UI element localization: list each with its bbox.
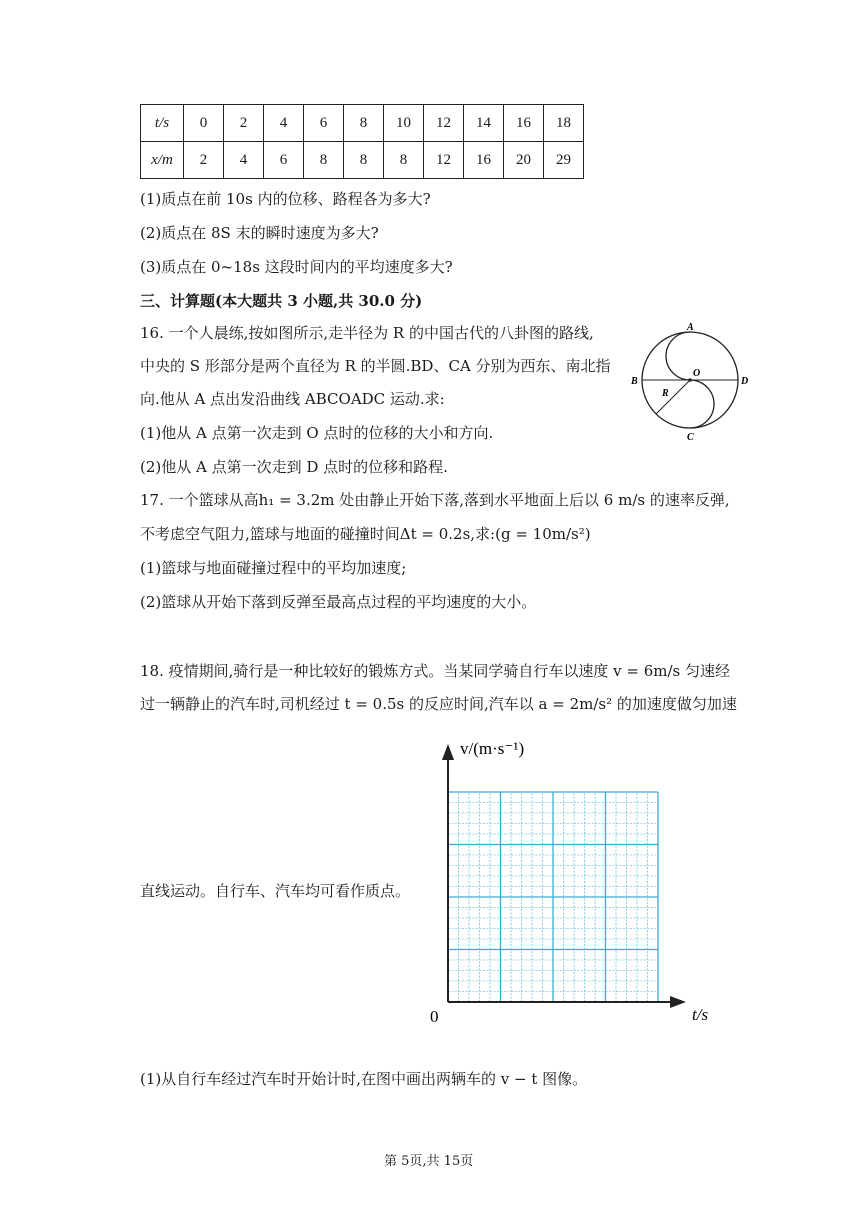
q17-line2: 不考虑空气阻力,篮球与地面的碰撞时间Δt = 0.2s,求:(g = 10m/s²) xyxy=(140,525,591,543)
x-cell: 20 xyxy=(504,142,544,179)
q16-line3: 向.他从 A 点出发沿曲线 ABCOADC 运动.求: xyxy=(140,390,445,408)
t-cell: 14 xyxy=(464,105,504,142)
q18-line3: 直线运动。自行车、汽车均可看作质点。 xyxy=(140,882,411,900)
t-cell: 6 xyxy=(304,105,344,142)
t-cell: 4 xyxy=(264,105,304,142)
section-heading: 三、计算题(本大题共 3 小题,共 30.0 分) xyxy=(140,292,423,310)
q16-line2: 中央的 S 形部分是两个直径为 R 的半圆.BD、CA 分别为西东、南北指 xyxy=(140,357,611,375)
q17-part2: (2)篮球从开始下落到反弹至最高点过程的平均速度的大小。 xyxy=(140,593,537,611)
q16-part1: (1)他从 A 点第一次走到 O 点时的位移的大小和方向. xyxy=(140,424,494,442)
x-cell: 4 xyxy=(224,142,264,179)
y-axis-label: v/(m·s⁻¹) xyxy=(460,739,525,758)
q18-part1: (1)从自行车经过汽车时开始计时,在图中画出两辆车的 v − t 图像。 xyxy=(140,1070,588,1088)
label-b: B xyxy=(631,376,638,387)
x-cell: 8 xyxy=(304,142,344,179)
q17-part1: (1)篮球与地面碰撞过程中的平均加速度; xyxy=(140,559,407,577)
x-cell: 8 xyxy=(344,142,384,179)
table-row-x xyxy=(141,142,584,179)
table-row-t xyxy=(141,105,584,142)
t-cell: 2 xyxy=(224,105,264,142)
q17-line1: 17. 一个篮球从高h₁ = 3.2m 处由静止开始下落,落到水平地面上后以 6 m/s 的速率反弹, xyxy=(140,491,730,509)
x-cell: 2 xyxy=(184,142,224,179)
origin-label: 0 xyxy=(430,1007,439,1026)
q15-part2: (2)质点在 8S 末的瞬时速度为多大? xyxy=(140,224,379,242)
center-dot xyxy=(688,378,692,382)
x-cell: 8 xyxy=(384,142,424,179)
t-cell: 0 xyxy=(184,105,224,142)
q16-line1: 16. 一个人晨练,按如图所示,走半径为 R 的中国古代的八卦图的路线, xyxy=(140,324,594,342)
bagua-diagram xyxy=(630,322,760,444)
label-r: R xyxy=(662,388,669,399)
x-cell: 29 xyxy=(544,142,584,179)
graph-grid xyxy=(448,792,658,1002)
t-cell: 18 xyxy=(544,105,584,142)
x-axis-label: t/s xyxy=(692,1005,709,1024)
page-footer: 第 5页,共 15页 xyxy=(384,1154,474,1169)
q18-line1: 18. 疫情期间,骑行是一种比较好的锻炼方式。当某同学骑自行车以速度 v = 6m/s 匀速经 xyxy=(140,662,731,680)
q18-line2: 过一辆静止的汽车时,司机经过 t = 0.5s 的反应时间,汽车以 a = 2m/s² 的加速度做匀加速 xyxy=(140,695,737,713)
x-cell: 16 xyxy=(464,142,504,179)
t-cell: 8 xyxy=(344,105,384,142)
x-cell: 6 xyxy=(264,142,304,179)
q15-part1: (1)质点在前 10s 内的位移、路程各为多大? xyxy=(140,190,431,208)
vt-graph xyxy=(420,730,730,1030)
x-axis-arrow xyxy=(670,996,686,1008)
label-o: O xyxy=(693,368,701,379)
t-header: t/s xyxy=(141,105,184,142)
label-d: D xyxy=(741,376,749,387)
q16-part2: (2)他从 A 点第一次走到 D 点时的位移和路程. xyxy=(140,458,448,476)
y-axis-arrow xyxy=(442,744,454,760)
x-header: x/m xyxy=(141,142,184,179)
label-a: A xyxy=(687,322,694,333)
data-table xyxy=(140,104,584,179)
t-cell: 10 xyxy=(384,105,424,142)
t-cell: 12 xyxy=(424,105,464,142)
q15-part3: (3)质点在 0~18s 这段时间内的平均速度多大? xyxy=(140,258,453,276)
label-c: C xyxy=(687,432,694,443)
t-cell: 16 xyxy=(504,105,544,142)
x-cell: 12 xyxy=(424,142,464,179)
